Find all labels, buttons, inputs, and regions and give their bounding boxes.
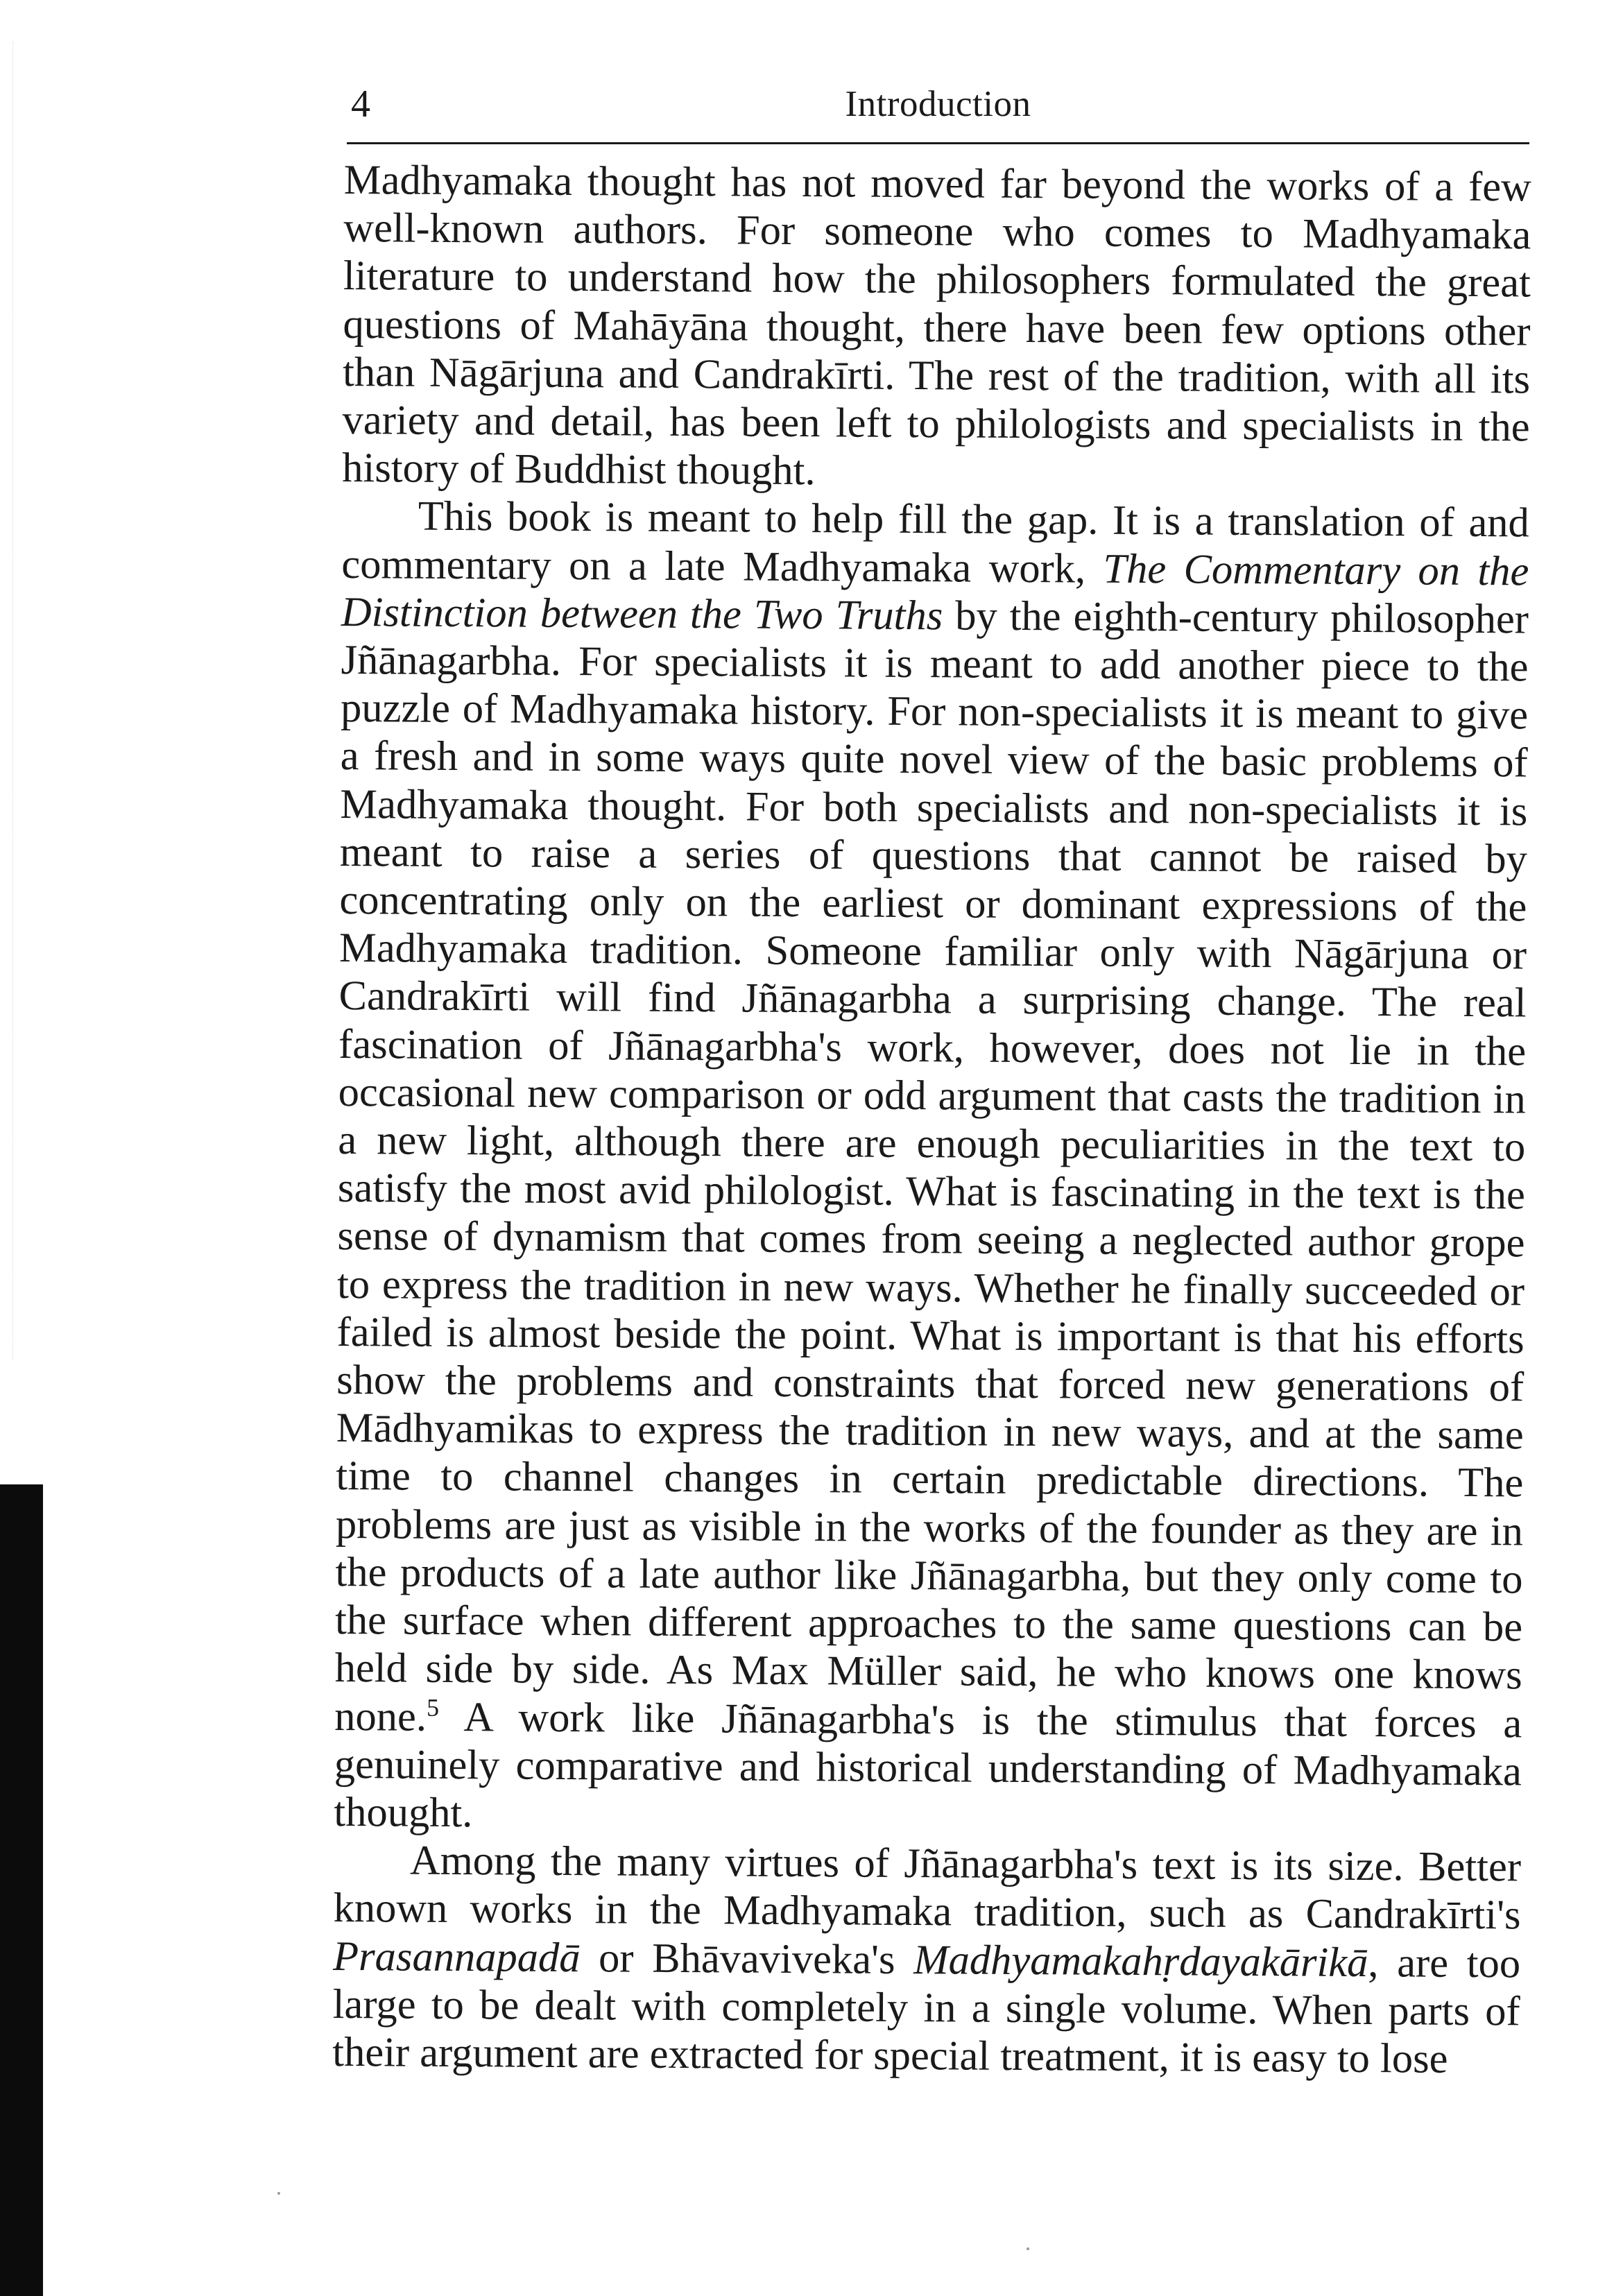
paragraph-2-text-b: by the eighth-century philosopher Jñānagarbha. For specialists it is meant to add another piece to the puzzle of Madhyamaka history. For non-specialists it is meant to give a fresh and in some ways quite novel view of the basic problems of Madhyamaka thought. For both specialists and non-specialists it is meant to raise a series of questions that cannot be raised by concentrating only on the earliest or dominant expressions of the Madhyamaka tradition. Someone familiar only with Nāgārjuna or Candrakīrti will find Jñānagarbha a surprising change. The real fascination of Jñānagarbha's work, however, does not lie in the occasional new comparison or odd argument that casts the tradition in a new light, although there are enough peculiarities in the text to satisfy the most avid philologist. What is fascinating in the text is the sense of dynamism that comes from seeing a neglected author grope to express the tradition in new ways. Whether he finally succeeded or failed is almost beside the point. What is important is that his efforts show the problems and constraints that forced new generations of Mādhyamikas to express the tradition in new ways, and at the same time to channel changes in certain predictable directions. The problems are just as visible in the works of the founder as they are in the products of a late author like Jñānagarbha, but they only come to the surface when different approaches to the same questions can be held side by side. As Max Müller said, he who knows one knows none.: [334, 592, 1529, 1740]
scan-edge-shadow: [0, 1484, 43, 2296]
scan-speck: [277, 2192, 280, 2195]
page-header: [347, 66, 1529, 144]
book-title-prasannapada: Prasannapadā: [332, 1933, 581, 1981]
body-text: [332, 156, 1531, 2084]
footnote-reference: 5: [426, 1693, 440, 1722]
book-title-madhyamakahrdayakarika: Madhyamakahṛdayakārikā: [913, 1936, 1368, 1986]
scan-margin-specks: [12, 42, 17, 1360]
paragraph-2: [334, 492, 1529, 1843]
paragraph-3: [332, 1836, 1521, 2083]
paragraph-1: Madhyamaka thought has not moved far beyond the works of a few well-known authors. For someone who comes to Madhyamaka literature to understand how the philosophers formulated the great questions of Mahāyāna thought, there have been few options other than Nāgārjuna and Candrakīrti. The rest of the tradition, with all its variety and detail, has been left to philologists and specialists in the history of Buddhist thought.: [342, 156, 1531, 495]
paragraph-2-text-a: This book is meant to help fill the gap. It is a translation of and commentary on a late Madhyamaka work,: [341, 493, 1530, 592]
paragraph-3-text-b: or Bhāvaviveka's: [580, 1934, 914, 1983]
running-head: Introduction: [845, 84, 1031, 124]
paragraph-3-text-a: Among the many virtues of Jñānagarbha's text is its size. Better known works in the Madhyamaka tradition, such as Candrakīrti's: [333, 1837, 1522, 1939]
paragraph-3-text-c: , are too large to be dealt with completely in a single volume. When parts of their argument are extracted for special treatment, it is easy to lose: [332, 1939, 1521, 2082]
paragraph-2-text-c: A work like Jñānagarbha's is the stimulus that forces a genuinely comparative and historical understanding of Madhyamaka thought.: [334, 1693, 1522, 1837]
book-title: The Commentary on the Distinction between the Two Truths: [341, 545, 1529, 640]
page-number: 4: [351, 83, 370, 126]
scan-speck: [1027, 2247, 1029, 2250]
